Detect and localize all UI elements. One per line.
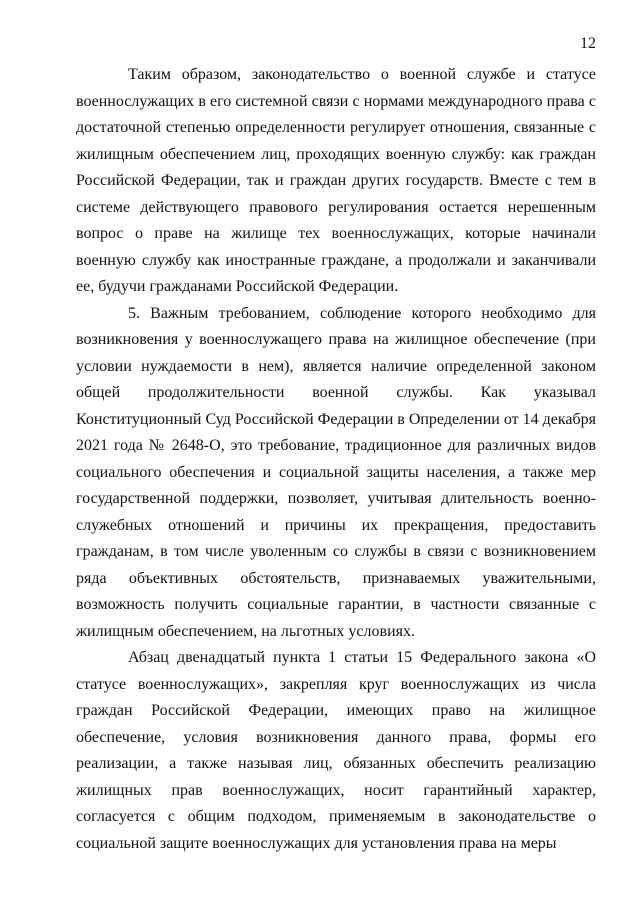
paragraph-service-duration-requirement: 5. Важным требованием, соблюдение которого необходимо для возникновения у военнослужащего права на жилищное обеспечение (при условии нуждаемости в нем), является наличие определенной законом общей продолжительности военной службы. Как указывал Конституционный Суд Российской Федерации в Определении от 14 декабря 2021 года № 2648-О, это требование, традиционное для различных видов социального обеспечения и социальной защиты населения, а также мер государственной поддержки, позволяет, учитывая длительность военно-служебных отношений и причины их прекращения, предоставить гражданам, в том числе уволенным со службы в связи с возникновением ряда объективных обстоятельств, признаваемых уважительными, возможность получить социальные гарантии, в частности связанные с жилищным обеспечением, на льготных условиях. xyxy=(76,304,596,640)
paragraph-housing-legislation-summary: Таким образом, законодательство о военной службе и статусе военнослужащих в его системной связи с нормами международного права с достаточной степенью определенности регулирует отношения, связанные с жилищным обеспечением лиц, проходящих военную службу: как граждан Российской Федерации, так и граждан других государств. Вместе с тем в системе действующего правового регулирования остается нерешенным вопрос о праве на жилище тех военнослужащих, которые начинали военную службу как иностранные граждане, а продолжали и заканчивали ее, будучи гражданами Российской Федерации. xyxy=(76,66,596,295)
paragraph-article-15-clause: Абзац двенадцатый пункта 1 статьи 15 Федерального закона «О статусе военнослужащих», закрепляя круг военнослужащих из числа граждан Российской Федерации, имеющих право на жилищное обеспечение, условия возникновения данного права, формы его реализации, а также называя лиц, обязанных обеспечить реализацию жилищных прав военнослужащих, носит гарантийный характер, согласуется с общим подходом, применяемым в законодательстве о социальной защите военнослужащих для установления права на меры xyxy=(76,649,596,852)
page-number: 12 xyxy=(580,35,596,52)
document-body xyxy=(76,62,596,857)
